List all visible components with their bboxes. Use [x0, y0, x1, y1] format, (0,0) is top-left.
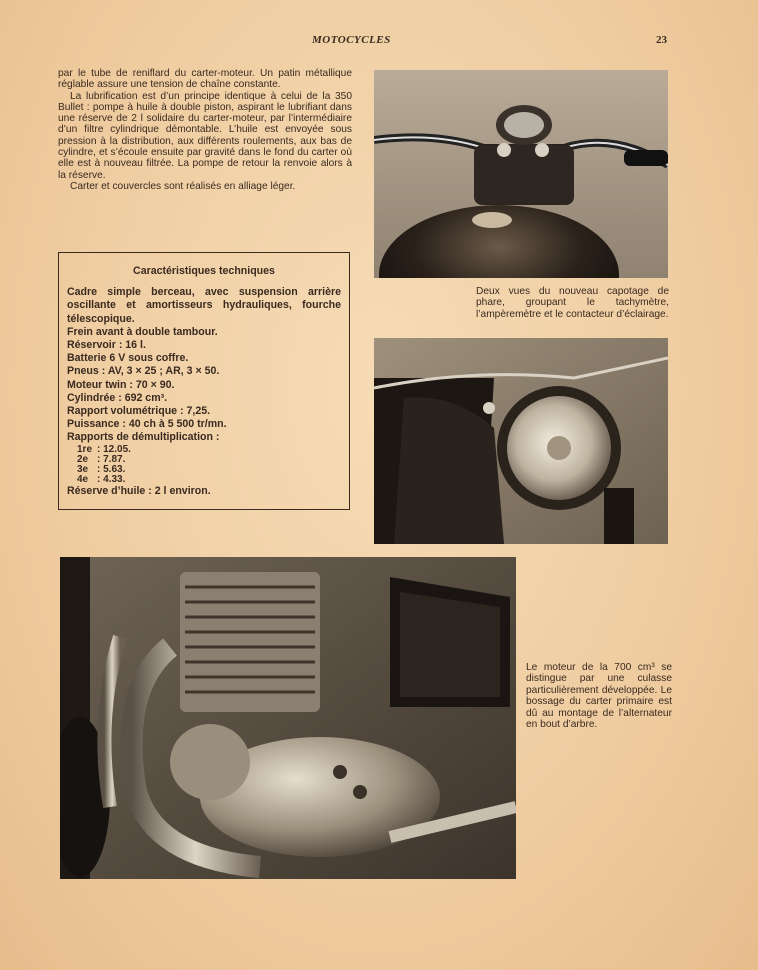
paragraph: La lubrification est d’un principe identique à celui de la 350 Bullet : pompe à huile à double piston, aspirant le lubrifiant dans une réserve de 2 l solidaire du carter-moteur, par l’intermédiaire d’un filtre cylindrique démontable. L’huile est envoyée sous pression à la distribution, aux différents roulements, aux bas de cylindre, et s’écoule ensuite par gravité dans le fond du carter où elle est à nouveau filtrée. La pompe de retour la renvoie alors à la réserve.: [58, 90, 352, 181]
paragraph: Carter et couvercles sont réalisés en alliage léger.: [70, 180, 296, 192]
gear-label: 2e: [77, 453, 89, 465]
article-text: [58, 68, 352, 192]
gear-label: 4e: [77, 474, 89, 486]
header-title: MOTOCYCLES: [312, 34, 391, 46]
spec-line: Rapports de démultiplication :: [67, 431, 220, 444]
page-number: 23: [656, 34, 667, 46]
spec-line: Cadre simple berceau, avec suspension arrière oscillante et amortisseurs hydrauliques, fourche télescopique.: [67, 286, 341, 325]
spec-line: Réserve d’huile : 2 l environ.: [67, 485, 211, 498]
spec-line: Réservoir : 16 l.: [67, 339, 146, 352]
headlamp-photo: [374, 338, 668, 544]
ratio-list: [67, 445, 341, 486]
gear-ratio: : 12.05.: [97, 443, 131, 455]
gear-label: 3e: [77, 464, 89, 476]
top-photos-caption: Deux vues du nouveau capotage de phare, groupant le tachymètre, l’ampèremètre et le contacteur d’éclairage.: [476, 286, 669, 320]
spec-line: Frein avant à double tambour.: [67, 325, 218, 338]
specs-title: Caractéristiques techniques: [133, 265, 275, 277]
spec-line: Cylindrée : 692 cm³.: [67, 391, 168, 404]
spec-line: Moteur twin : 70 × 90.: [67, 378, 175, 391]
engine-photo: [60, 557, 516, 879]
paragraph: par le tube de reniflard du carter-moteur. Un patin métallique réglable assure une tension de chaîne constante.: [58, 68, 352, 91]
gear-ratio: : 4.33.: [97, 474, 126, 486]
spec-line: Pneus : AV, 3 × 25 ; AR, 3 × 50.: [67, 365, 220, 378]
gear-ratio: : 5.63.: [97, 464, 126, 476]
ratio-row: [77, 475, 341, 485]
engine-photo-caption: Le moteur de la 700 cm³ se distingue par une culasse particulièrement développée. Le bossage du carter primaire est dû au montage de l’alternateur en bout d’arbre.: [526, 662, 672, 731]
spec-line: Rapport volumétrique : 7,25.: [67, 405, 211, 418]
spec-line: Puissance : 40 ch à 5 500 tr/mn.: [67, 418, 227, 431]
spec-line: Batterie 6 V sous coffre.: [67, 352, 189, 365]
specs-box: [58, 252, 350, 510]
gear-label: 1re: [77, 443, 93, 455]
handlebar-photo: [374, 70, 668, 278]
gear-ratio: : 7.87.: [97, 453, 126, 465]
